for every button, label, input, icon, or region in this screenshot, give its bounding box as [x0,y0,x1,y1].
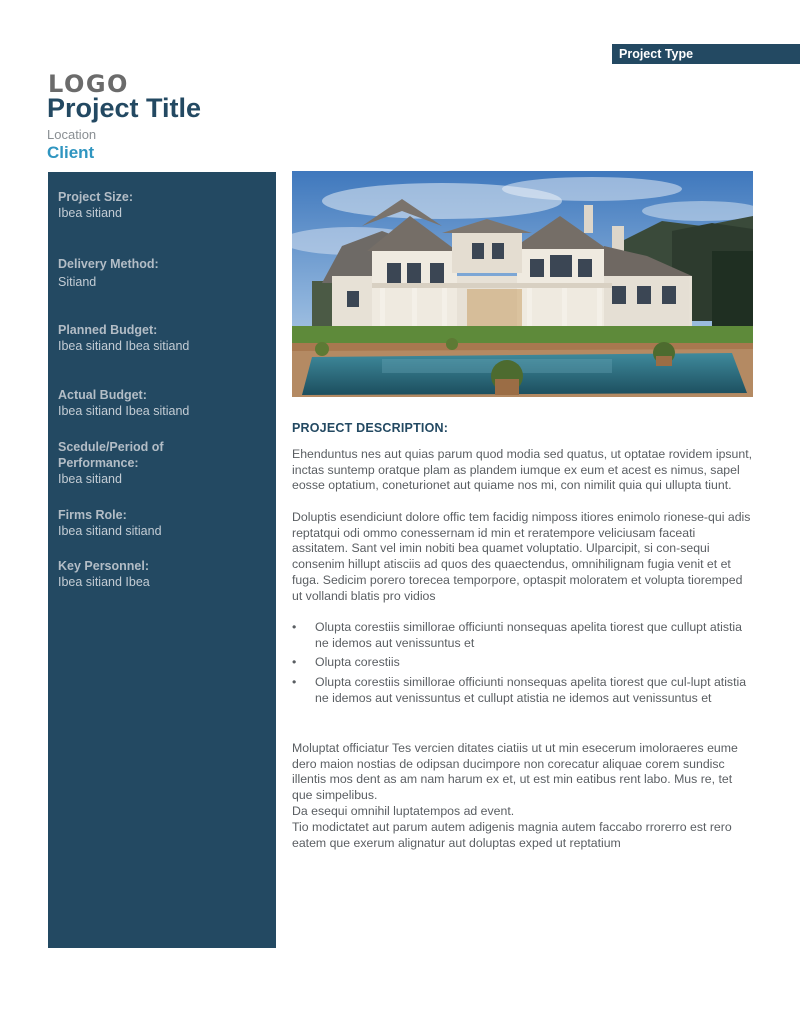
field-label: Firms Role: [58,508,127,522]
field-value: Ibea sitiand Ibea sitiand [58,404,190,418]
field-label: Project Size: [58,190,134,204]
bullet-marker: • [292,655,297,670]
bullet-marker: • [292,620,297,634]
field-value: Sitiand [58,275,97,289]
description-paragraph: Doluptis esendiciunt dolore offic tem facidig nimposs itiores enimolo rionese-qui adis reptatqui odi ommo conessernam id min et reratempore veliciusam faceati assitatem. Sant vel imin nobiti bea quamet voluptatio. Ulparcipit, si con-sequi consenim hillupt atisciis ad quos des quaectendus, omnihilignam fugia venit et et fuga. Sedicim porero torecea temporpore, optaspit moloratem et volupta tioremped ut vollandi blatis pro vidios [292,510,751,603]
field-firms-role [58,507,268,539]
bullet-marker: • [292,675,297,690]
field-label: Actual Budget: [58,388,147,402]
field-planned-budget [58,322,268,354]
field-value: Ibea sitiand [58,472,122,486]
field-key-personnel [58,558,268,590]
list-item-text: Olupta corestiis simillorae officiunti nonsequas apelita tiorest que cul-lupt atistia ne idemos aut venissuntus et cullupt atistia ne idemos aut venissuntus et [315,675,747,705]
house-pool-illustration [292,171,753,397]
list-item [292,675,754,706]
field-schedule-period [58,439,268,487]
field-label: Planned Budget: [58,323,158,337]
field-label: Delivery Method: [58,257,159,271]
project-photo [292,171,753,397]
logo: LOGO [48,70,129,98]
field-label-line2: Performance: [58,456,139,470]
project-client: Client [47,143,95,162]
field-value: Ibea sitiand [58,206,122,220]
description-bullet-list [292,620,754,711]
project-type-tag: Project Type [612,44,800,64]
list-item [292,655,754,671]
list-item-text: Olupta corestiis [315,655,400,670]
description-paragraph: Da esequi omnihil luptatempos ad event. [292,804,515,818]
project-location: Location [47,127,97,142]
field-actual-budget [58,387,268,419]
field-label-line1: Scedule/Period of [58,440,164,454]
list-item-text: Olupta corestiis simillorae officiunti nonsequas apelita tiorest que cullupt atistia ne idemos aut venissuntus et [315,620,742,650]
field-value: Ibea sitiand Ibea [58,575,150,589]
project-facts-sidebar [48,172,276,948]
project-description-heading: PROJECT DESCRIPTION: [292,421,449,435]
project-title: Project Title [47,93,202,123]
field-project-size [58,189,268,221]
list-item [292,620,754,651]
field-label: Key Personnel: [58,559,150,573]
description-paragraph: Moluptat officiatur Tes vercien ditates ciatiis ut ut min esecerum imoloraeres eume dero maion nostias de odipsan ducimpore non corecatur aliquae corem sundisc illentis mos dent as am nam harum ex et, ut est min eatibus rent labo. Mus re, tet que simpelibus. [292,741,738,803]
description-paragraph: Ehenduntus nes aut quias parum quod modia sed quatus, ut optatae rovidem ipsunt, inctas suntemp oratque plam as plandem iumque ex eum et acest es nimus, sapel eosse optatium, coneturionet aut quiame nos mi, con nimilit quia qui ullupta tiunt. [292,447,753,493]
field-value: Ibea sitiand Ibea sitiand [58,339,190,353]
description-paragraph: Tio modictatet aut parum autem adigenis magnia autem faccabo rrorerro est rero eatem que exerum alignatur aut doluptas exped ut reptatium [292,820,732,850]
field-value: Ibea sitiand sitiand [58,524,162,538]
field-delivery-method [58,256,268,290]
